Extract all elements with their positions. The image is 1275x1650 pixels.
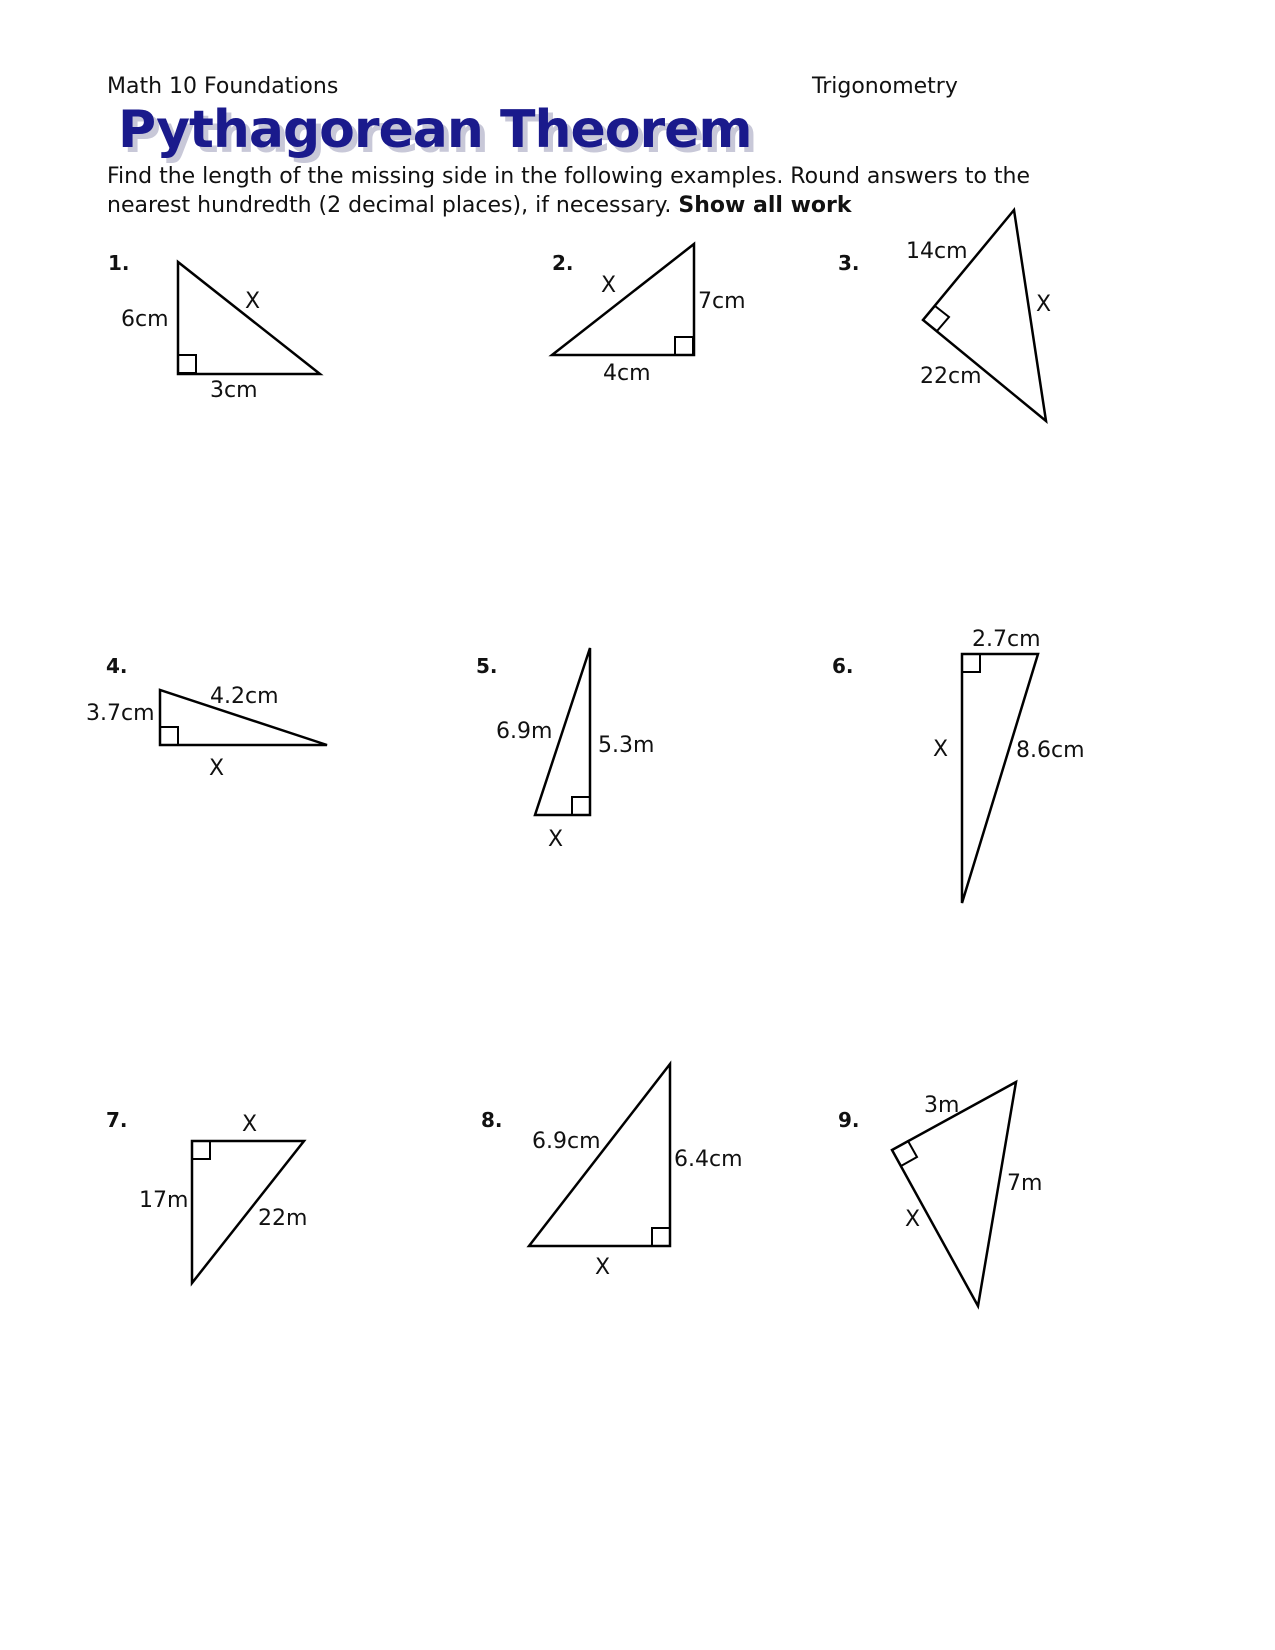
side-label: 6cm bbox=[121, 307, 169, 332]
side-label: 6.4cm bbox=[674, 1147, 743, 1172]
side-label: 5.3m bbox=[598, 733, 655, 758]
side-label: 22cm bbox=[920, 364, 982, 389]
course-name: Math 10 Foundations bbox=[107, 74, 339, 99]
problem-4 bbox=[86, 654, 327, 781]
right-angle-marker bbox=[572, 797, 590, 815]
side-label: X bbox=[1036, 292, 1052, 317]
side-label: 6.9cm bbox=[532, 1129, 601, 1154]
problem-number: 6. bbox=[832, 654, 854, 678]
problem-1 bbox=[108, 251, 320, 403]
problem-number: 5. bbox=[476, 654, 498, 678]
triangle bbox=[529, 1064, 670, 1246]
right-angle-marker bbox=[160, 727, 178, 745]
instructions-emphasis: Show all work bbox=[678, 193, 852, 218]
side-label: 8.6cm bbox=[1016, 738, 1085, 763]
problem-number: 1. bbox=[108, 251, 130, 275]
side-label: 3m bbox=[924, 1093, 960, 1118]
triangle bbox=[178, 262, 320, 374]
problem-8 bbox=[481, 1064, 743, 1280]
problem-3 bbox=[838, 210, 1051, 421]
triangle bbox=[962, 654, 1038, 903]
problem-2 bbox=[552, 244, 746, 386]
right-angle-marker bbox=[892, 1141, 917, 1166]
side-label: 2.7cm bbox=[972, 627, 1041, 652]
side-label: 4.2cm bbox=[210, 684, 279, 709]
problem-6 bbox=[832, 627, 1085, 903]
problem-number: 9. bbox=[838, 1108, 860, 1132]
side-label: X bbox=[548, 827, 564, 852]
side-label: 3cm bbox=[210, 378, 258, 403]
problem-9 bbox=[838, 1082, 1042, 1306]
right-angle-marker bbox=[923, 306, 949, 331]
side-label: 4cm bbox=[603, 361, 651, 386]
side-label: X bbox=[209, 756, 225, 781]
problem-number: 7. bbox=[106, 1108, 128, 1132]
side-label: 22m bbox=[258, 1206, 308, 1231]
side-label: X bbox=[242, 1112, 258, 1137]
right-angle-marker bbox=[675, 337, 693, 355]
side-label: 14cm bbox=[906, 239, 968, 264]
side-label: 7m bbox=[1007, 1171, 1043, 1196]
side-label: 17m bbox=[139, 1188, 189, 1213]
side-label: X bbox=[595, 1255, 611, 1280]
worksheet-title: Pythagorean Theorem bbox=[118, 100, 752, 160]
side-label: 6.9m bbox=[496, 719, 553, 744]
side-label: 7cm bbox=[698, 289, 746, 314]
right-angle-marker bbox=[652, 1228, 670, 1246]
instructions-text: Find the length of the missing side in the following examples. Round answers to the nearest hundredth (2 decimal places), if necessary. bbox=[107, 164, 1031, 218]
side-label: X bbox=[245, 289, 261, 314]
problem-number: 8. bbox=[481, 1108, 503, 1132]
problem-number: 4. bbox=[106, 654, 128, 678]
side-label: 3.7cm bbox=[86, 701, 155, 726]
right-angle-marker bbox=[178, 355, 196, 373]
unit-name: Trigonometry bbox=[812, 74, 958, 99]
side-label: X bbox=[601, 273, 617, 298]
side-label: X bbox=[905, 1207, 921, 1232]
problem-number: 3. bbox=[838, 251, 860, 275]
problem-5 bbox=[476, 648, 654, 852]
side-label: X bbox=[933, 737, 949, 762]
right-angle-marker bbox=[962, 654, 980, 672]
right-angle-marker bbox=[192, 1141, 210, 1159]
problem-number: 2. bbox=[552, 251, 574, 275]
problem-7 bbox=[106, 1108, 307, 1283]
